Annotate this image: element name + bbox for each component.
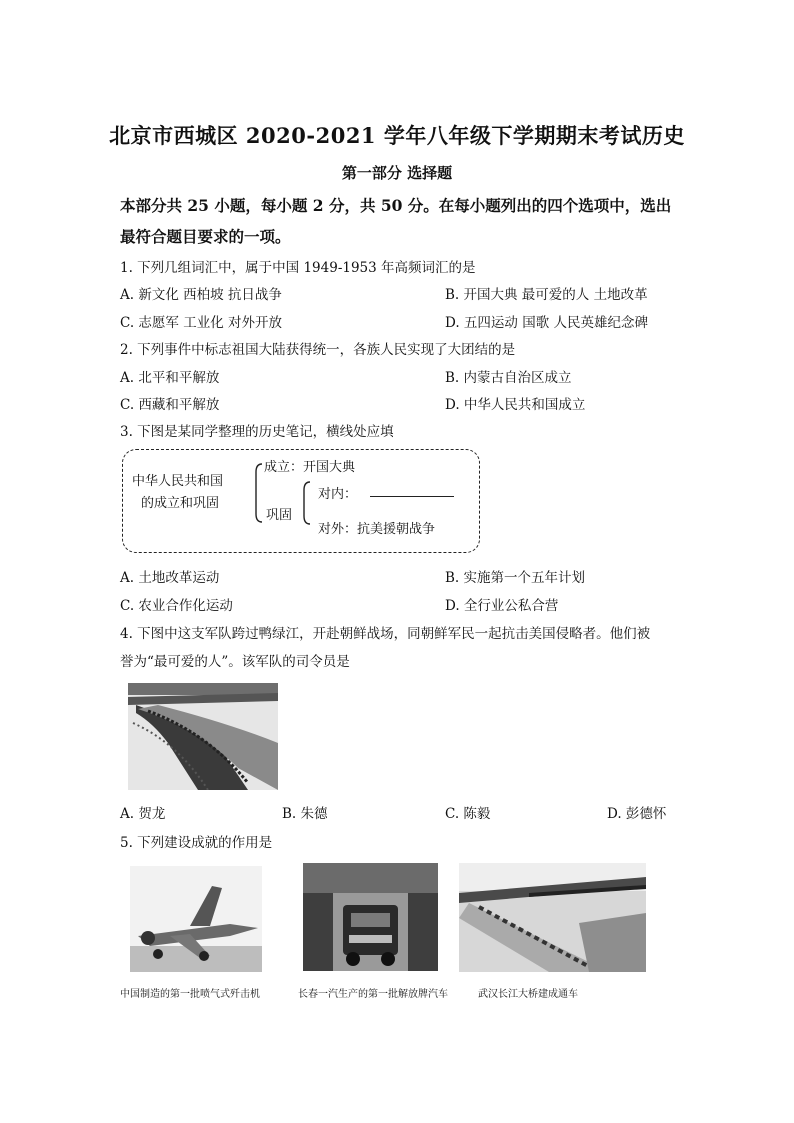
q3-option-c[interactable]: C. 农业合作化运动 (120, 598, 233, 614)
note-consolidate: 巩固 (266, 508, 293, 523)
q4-option-c[interactable]: C. 陈毅 (445, 806, 491, 822)
q1-option-c[interactable]: C. 志愿军 工业化 对外开放 (120, 315, 283, 331)
q1-option-a[interactable]: A. 新文化 西柏坡 抗日战争 (120, 287, 282, 303)
question-2-stem: 2. 下列事件中标志祖国大陆获得统一，各族人民实现了大团结的是 (120, 342, 516, 358)
inner-bracket (304, 482, 310, 524)
question-1-stem: 1. 下列几组词汇中，属于中国 1949-1953 年高频词汇的是 (120, 260, 476, 276)
q2-option-b[interactable]: B. 内蒙古自治区成立 (445, 370, 572, 386)
question-4-stem-line-2: 誉为“最可爱的人”。该军队的司令员是 (120, 654, 350, 670)
answer-blank-line (370, 496, 454, 497)
instructions-line-2: 最符合题目要求的一项。 (120, 227, 291, 246)
wuhan-bridge-photo (459, 863, 646, 972)
note-left-line-2: 的成立和巩固 (141, 496, 220, 511)
instructions (120, 190, 676, 252)
question-3-stem: 3. 下图是某同学整理的历史笔记，横线处应填 (120, 424, 394, 440)
q2-option-a[interactable]: A. 北平和平解放 (120, 370, 220, 386)
bridge-caption: 武汉长江大桥建成通车 (478, 989, 578, 1000)
note-left-line-1: 中华人民共和国 (132, 474, 224, 489)
q4-option-d[interactable]: D. 彭德怀 (607, 806, 667, 822)
army-crossing-photo (128, 683, 278, 790)
note-foreign: 对外：抗美援朝战争 (318, 522, 436, 537)
part-title: 第一部分 选择题 (341, 164, 453, 182)
question-4-stem-line-1: 4. 下图中这支军队跨过鸭绿江，开赴朝鲜战场，同朝鲜军民一起抗击美国侵略者。他们被 (120, 626, 651, 642)
truck-caption: 长春一汽生产的第一批解放牌汽车 (298, 989, 448, 1000)
note-founding: 成立：开国大典 (264, 460, 356, 475)
q1-option-b[interactable]: B. 开国大典 最可爱的人 土地改革 (445, 287, 648, 303)
exam-title: 北京市西城区 2020-2021 学年八年级下学期期末考试历史 (109, 123, 685, 148)
q2-option-c[interactable]: C. 西藏和平解放 (120, 397, 220, 413)
outer-bracket (256, 464, 262, 522)
jet-caption: 中国制造的第一批喷气式歼击机 (120, 989, 260, 1000)
note-domestic: 对内： (318, 487, 358, 502)
q4-option-b[interactable]: B. 朱德 (282, 806, 328, 822)
instructions-line-1: 本部分共 25 小题，每小题 2 分，共 50 分。在每小题列出的四个选项中，选出 (120, 196, 672, 215)
q3-option-a[interactable]: A. 土地改革运动 (120, 570, 220, 586)
q4-option-a[interactable]: A. 贺龙 (120, 806, 166, 822)
q3-option-b[interactable]: B. 实施第一个五年计划 (445, 570, 586, 586)
q3-option-d[interactable]: D. 全行业公私合营 (445, 598, 559, 614)
q1-option-d[interactable]: D. 五四运动 国歌 人民英雄纪念碑 (445, 315, 649, 331)
truck-factory-photo (303, 863, 438, 971)
question-5-stem: 5. 下列建设成就的作用是 (120, 835, 273, 851)
q2-option-d[interactable]: D. 中华人民共和国成立 (445, 397, 586, 413)
jet-fighter-photo (130, 866, 262, 972)
